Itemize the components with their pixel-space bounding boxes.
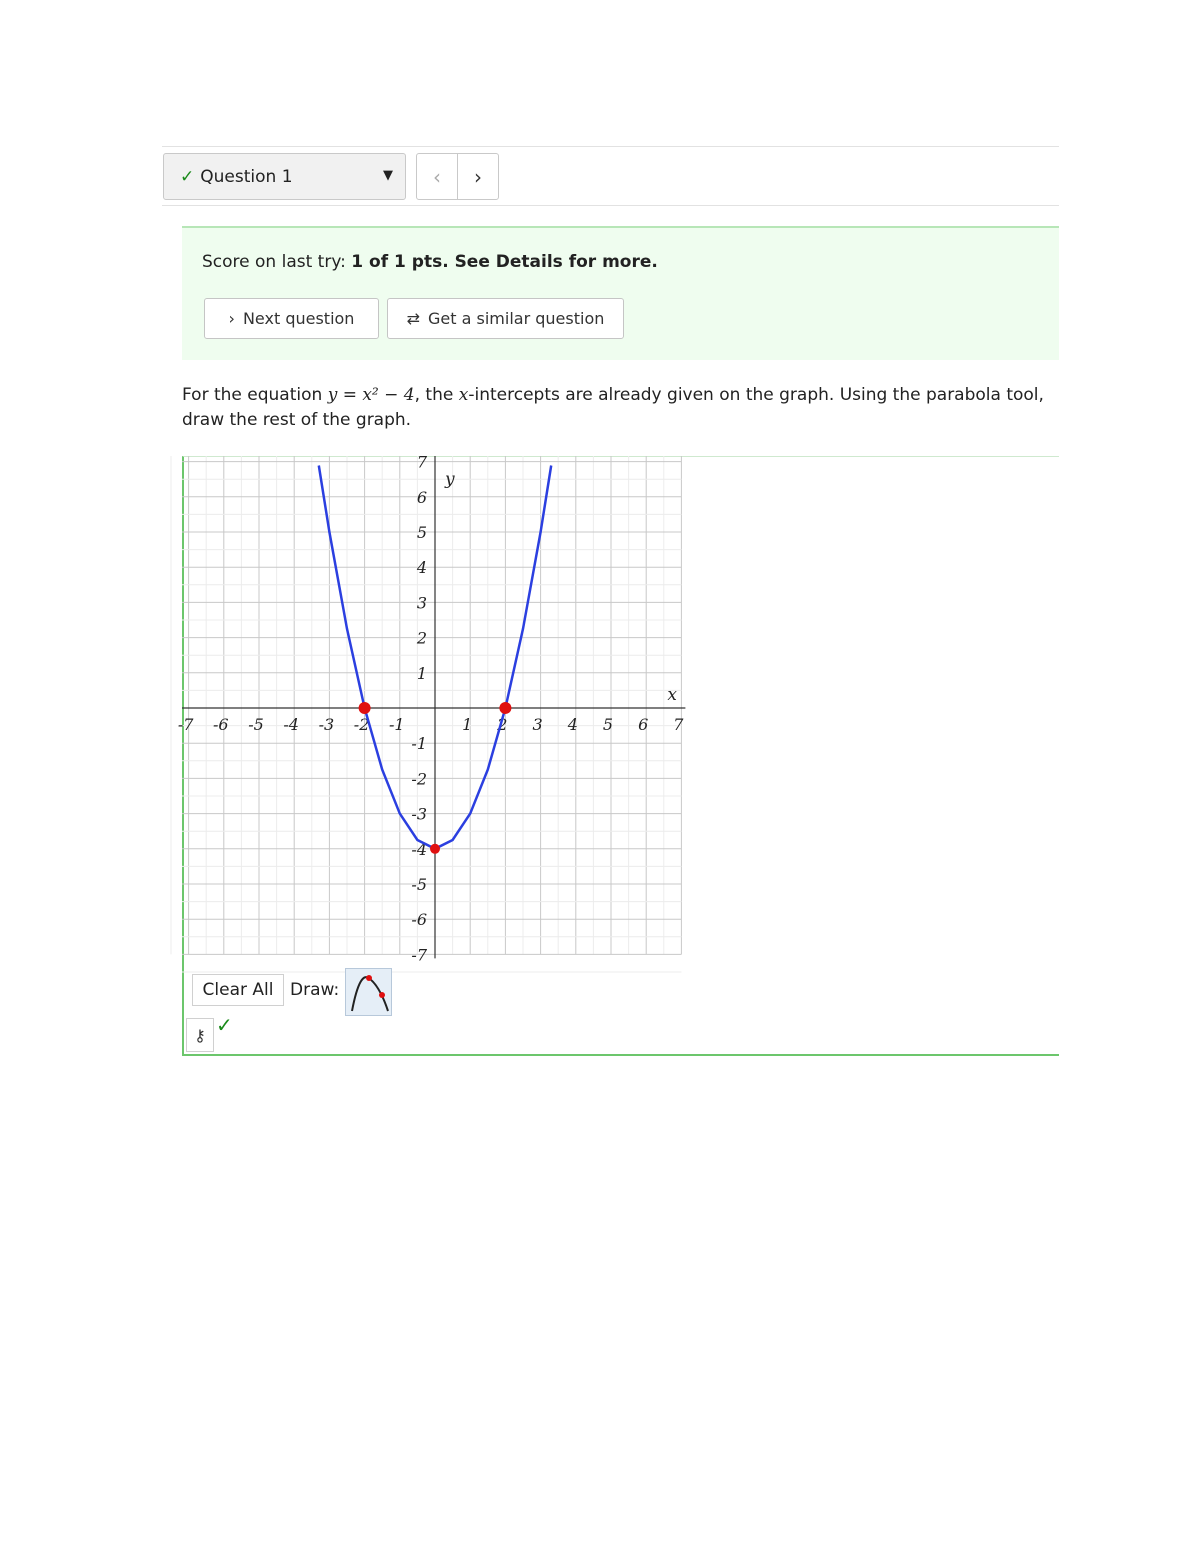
question-nav-bar bbox=[162, 146, 1059, 206]
key-icon-button[interactable] bbox=[186, 1018, 214, 1052]
y-tick-label: -5 bbox=[411, 875, 427, 894]
y-tick-label: -2 bbox=[411, 769, 427, 789]
score-suffix: . See Details for more. bbox=[442, 252, 658, 272]
question-text-part: For the equation bbox=[182, 385, 328, 405]
caret-down-icon: ▼ bbox=[383, 168, 393, 183]
y-tick-label: -7 bbox=[411, 945, 427, 965]
score-message bbox=[202, 252, 658, 272]
y-tick-label: -4 bbox=[411, 839, 427, 859]
x-tick-label: 4 bbox=[567, 715, 578, 734]
y-tick-label: 4 bbox=[416, 558, 427, 578]
x-tick-label: 3 bbox=[532, 715, 543, 734]
question-text-part: -intercepts are already given on the graph. Using the parabola tool, draw the rest of the graph. bbox=[182, 385, 1044, 430]
x-tick-label: -1 bbox=[389, 715, 405, 734]
similar-question-button[interactable] bbox=[387, 298, 624, 339]
y-tick-label: 5 bbox=[416, 523, 427, 542]
x-axis-label: x bbox=[667, 685, 677, 705]
question-selector[interactable] bbox=[163, 153, 406, 200]
similar-question-label: Get a similar question bbox=[428, 309, 605, 328]
parabola-icon bbox=[346, 969, 393, 1017]
question-selector-label: Question 1 bbox=[200, 166, 293, 187]
score-prefix: Score on last try: bbox=[202, 252, 352, 272]
y-tick-label: -1 bbox=[411, 734, 427, 754]
swap-icon: ⇄ bbox=[406, 309, 421, 328]
check-icon: ✓ bbox=[180, 166, 195, 187]
next-question-arrow-button[interactable] bbox=[457, 153, 499, 200]
x-tick-label: -2 bbox=[353, 715, 370, 734]
key-icon: ⚷ bbox=[194, 1025, 206, 1045]
next-question-button[interactable] bbox=[204, 298, 379, 339]
parabola-graph[interactable] bbox=[177, 452, 692, 966]
x-variable: x bbox=[458, 385, 469, 405]
x-tick-label: 1 bbox=[462, 715, 473, 734]
clear-all-button[interactable]: Clear All bbox=[192, 974, 284, 1006]
y-tick-label: 3 bbox=[416, 593, 427, 613]
graph-point bbox=[359, 702, 371, 714]
x-tick-label: 6 bbox=[638, 715, 649, 734]
y-tick-label: 1 bbox=[416, 663, 427, 683]
x-tick-label: 2 bbox=[497, 715, 508, 734]
draw-label: Draw: bbox=[290, 980, 340, 1000]
x-tick-label: -4 bbox=[283, 715, 299, 734]
graph-point bbox=[499, 702, 511, 714]
x-tick-label: -3 bbox=[318, 715, 335, 734]
x-tick-label: 7 bbox=[673, 715, 684, 734]
parabola-tool-button[interactable] bbox=[345, 968, 392, 1016]
previous-question-button[interactable] bbox=[416, 153, 458, 200]
score-value: 1 of 1 pts bbox=[351, 252, 443, 272]
y-tick-label: 6 bbox=[416, 487, 427, 507]
question-text-part: , the bbox=[414, 385, 459, 405]
chevron-left-icon: ‹ bbox=[433, 164, 441, 189]
chevron-right-icon: › bbox=[228, 309, 235, 328]
equation: y = x² − 4 bbox=[327, 385, 415, 405]
y-axis-label: y bbox=[445, 469, 455, 490]
y-tick-label: 7 bbox=[416, 452, 427, 472]
x-tick-label: 5 bbox=[602, 715, 614, 734]
next-question-label: Next question bbox=[242, 309, 355, 328]
y-tick-label: -3 bbox=[411, 804, 427, 824]
score-panel bbox=[182, 226, 1059, 360]
question-text bbox=[182, 383, 1062, 433]
y-tick-label: -6 bbox=[411, 910, 427, 930]
x-tick-label: -6 bbox=[213, 715, 229, 734]
graph-point bbox=[430, 844, 440, 854]
x-tick-label: -7 bbox=[177, 715, 194, 734]
y-tick-label: 2 bbox=[416, 628, 427, 648]
correct-check-icon: ✓ bbox=[216, 1013, 233, 1037]
chevron-right-icon: › bbox=[474, 164, 482, 189]
x-tick-label: -5 bbox=[248, 715, 264, 734]
